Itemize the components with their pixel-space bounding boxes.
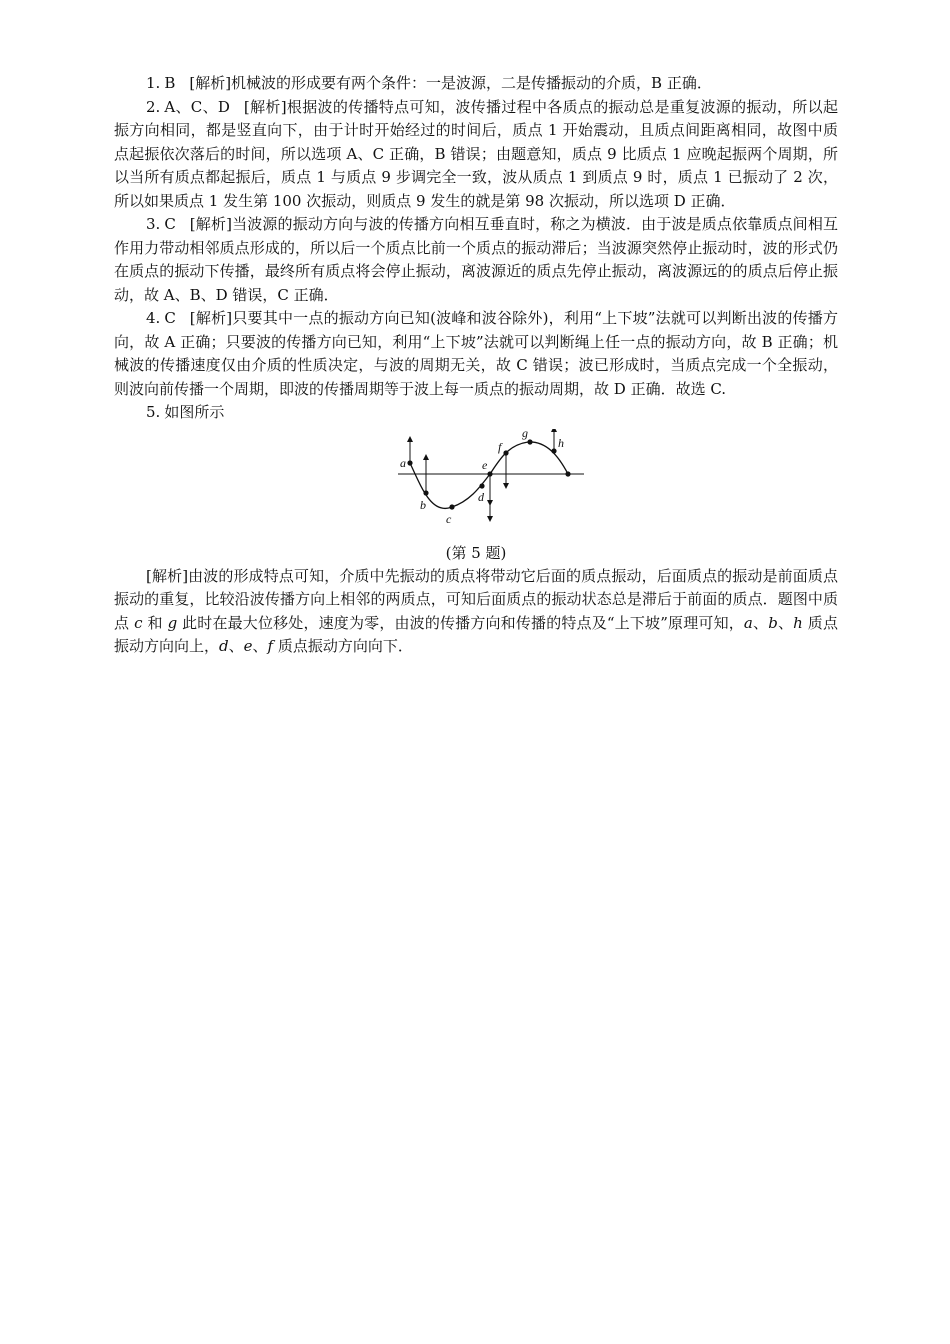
label-c: c [446,511,452,526]
answer-number: 1. [146,74,161,92]
answer-4 [114,307,838,401]
symbol-f: f [267,637,274,655]
answer-5 [114,401,838,425]
explanation-text: 和 [142,613,168,632]
answer-text: [解析]只要其中一点的振动方向已知(波峰和波谷除外)，利用“上下坡”法就可以判断出波的传播方向，故 A 正确；只要波的传播方向已知，利用“上下坡”法就可以判断绳上任一点的振动方向，故 B 正确；机械波的传播速度仅由介质的性质决定，与波的周期无关，故 C 错误；波已形成时，当质点完成一个全振动，则波向前传播一个周期，即波的传播周期等于波上每一质点的振动周期，故 D 正确．故选 C. [114,309,838,398]
label-h: h [558,435,564,450]
answer-number: 2. [146,97,161,116]
explanation-text: 质点振动方向向下． [273,637,413,655]
label-e: e [482,457,488,472]
separator: 、 [752,613,769,632]
explanation-text: [解析]由波的形成特点可知，介质中先振动的质点将带动它后面的质点振动，后面质点的振动是前面质点振动的重复，比较沿波传播方向上相邻的两质点，可知后面质点的振动状态总是滞后于前面的质点．题图中质点 [114,566,838,632]
answer-1 [114,72,838,96]
answer-text: 如图所示 [164,403,225,421]
symbol-e: e [243,637,253,655]
point-d [479,483,484,488]
answer-number: 3. [146,215,161,233]
separator: 、 [228,637,244,655]
answer-choice: A、C、D [164,97,230,116]
symbol-c: c [134,613,143,632]
answer-number: 5. [146,403,161,421]
explanation-text: 此时在最大位移处，速度为零，由波的传播方向和传播的特点及“上下坡”原理可知， [177,613,744,632]
label-g: g [522,428,528,440]
answer-number: 4. [146,309,161,327]
answer-2 [114,96,838,214]
point-g [527,439,532,444]
symbol-h: h [793,613,803,632]
figure-caption: (第 5 题) [445,543,507,562]
separator: 、 [777,613,794,632]
answer-text: [解析]机械波的形成要有两个条件：一是波源，二是传播振动的介质，B 正确． [189,74,712,92]
wave-diagram [398,429,588,539]
answer-choice: B [164,74,176,92]
label-b: b [420,497,426,512]
answer-3 [114,213,838,307]
point-end [565,471,570,476]
answer-choice: C [164,309,176,327]
explanation-text: 质点振动方向向上， [114,613,838,655]
symbol-b: b [768,613,778,632]
symbol-a: a [743,613,753,632]
wave-figure [114,429,838,541]
symbol-g: g [167,613,178,632]
label-a: a [400,455,406,470]
point-c [449,504,454,509]
label-f: f [498,439,502,454]
answer-choice: C [164,215,176,233]
answer-text: [解析]根据波的传播特点可知，波传播过程中各质点的振动总是重复波源的振动，所以起振方向相同，都是竖直向下，由于计时开始经过的时间后，质点 1 开始震动，且质点间距离相同，故图中质点起振依次落后的时间，所以选项 A、C 正确，B 错误；由题意知，质点 9 比质点 1 应晚起振两个周期，所以当所有质点都起振后，质点 1 与质点 9 步调完全一致，波从质点 1 到质点 9 时，质点 1 已振动了 2 次，所以如果质点 1 发生第 100 次振动，则质点 9 发生的就是第 98 次振动，所以选项 D 正确． [114,97,838,210]
answer-text: [解析]当波源的振动方向与波的传播方向相互垂直时，称之为横波．由于波是质点依靠质点间相互作用力带动相邻质点形成的，所以后一个质点比前一个质点的振动滞后；当波源突然停止振动时，波的形式仍在质点的振动下传播，最终所有质点将会停止振动，离波源近的质点先停止振动，离波源远的的质点后停止振动，故 A、B、D 错误，C 正确． [114,215,838,304]
label-d: d [478,489,484,504]
symbol-d: d [219,637,229,655]
explanation-5 [114,565,838,659]
answer-page [114,72,838,659]
separator: 、 [252,637,268,655]
